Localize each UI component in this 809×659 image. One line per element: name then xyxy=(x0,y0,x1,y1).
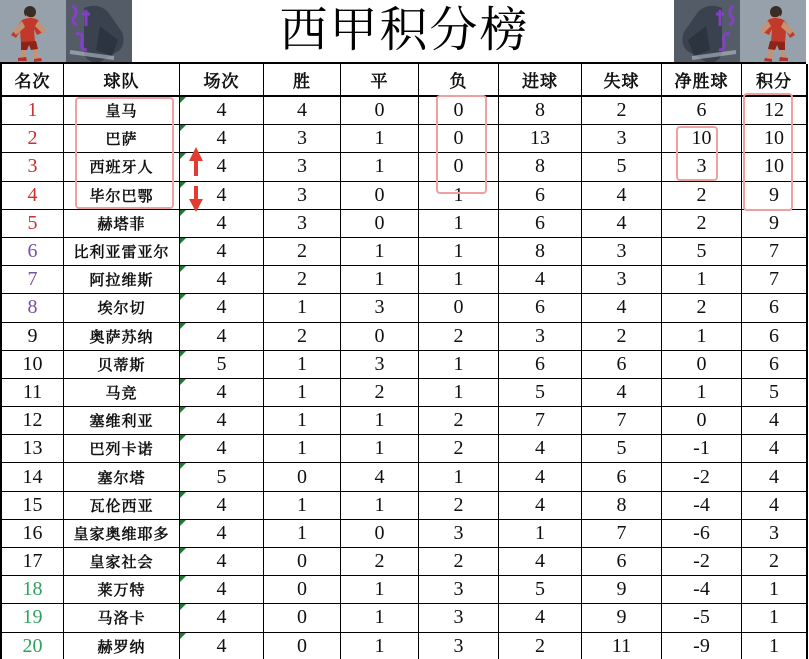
column-header-8: 净胜球 xyxy=(662,64,742,97)
stat-cell: 4 xyxy=(180,379,264,407)
rank-cell: 18 xyxy=(2,576,64,604)
stat-cell: 0 xyxy=(341,182,419,210)
stat-cell: 4 xyxy=(180,238,264,266)
stat-cell: 1 xyxy=(264,379,341,407)
comment-marker-icon xyxy=(180,633,186,639)
stat-cell: 4 xyxy=(742,492,808,520)
stat-cell: 1 xyxy=(419,379,499,407)
stat-cell: 3 xyxy=(264,125,341,153)
comment-marker-icon xyxy=(180,125,186,131)
stat-cell: 2 xyxy=(341,548,419,576)
stat-cell: 3 xyxy=(582,266,662,294)
comment-marker-icon xyxy=(180,294,186,300)
stat-cell: -2 xyxy=(662,548,742,576)
stat-cell: 9 xyxy=(742,210,808,238)
stat-cell: 1 xyxy=(341,125,419,153)
stat-cell: 2 xyxy=(662,210,742,238)
stat-cell: 1 xyxy=(742,604,808,632)
stat-cell: 1 xyxy=(662,266,742,294)
stat-cell: 9 xyxy=(582,576,662,604)
stat-cell: 1 xyxy=(742,576,808,604)
stat-cell: 1 xyxy=(264,520,341,548)
standings-table xyxy=(0,62,806,659)
stat-cell: 6 xyxy=(742,294,808,322)
stat-cell: 1 xyxy=(419,210,499,238)
stat-cell: 4 xyxy=(180,97,264,125)
team-name-cell: 贝蒂斯 xyxy=(64,351,180,379)
comment-marker-icon xyxy=(180,97,186,103)
stat-cell: 1 xyxy=(341,604,419,632)
column-header-9: 积分 xyxy=(742,64,808,97)
team-name-cell: 巴萨 xyxy=(64,125,180,153)
stat-cell: -1 xyxy=(662,435,742,463)
stat-cell: 2 xyxy=(264,238,341,266)
column-header-5: 负 xyxy=(419,64,499,97)
stat-cell: 12 xyxy=(742,97,808,125)
team-name-cell: 西班牙人 xyxy=(64,153,180,181)
stat-cell: 1 xyxy=(341,238,419,266)
stat-cell: 0 xyxy=(419,294,499,322)
comment-marker-icon xyxy=(180,323,186,329)
comment-marker-icon xyxy=(180,210,186,216)
stat-cell: 2 xyxy=(341,379,419,407)
stat-cell: 1 xyxy=(662,323,742,351)
stat-cell: 4 xyxy=(582,182,662,210)
stat-cell: 8 xyxy=(582,492,662,520)
stat-cell: 4 xyxy=(499,266,582,294)
player-artwork-left xyxy=(0,0,132,62)
rank-cell: 10 xyxy=(2,351,64,379)
stat-cell: 4 xyxy=(180,210,264,238)
stat-cell: 7 xyxy=(582,407,662,435)
stat-cell: 10 xyxy=(742,125,808,153)
stat-cell: 3 xyxy=(582,238,662,266)
stat-cell: 5 xyxy=(499,576,582,604)
rank-cell: 17 xyxy=(2,548,64,576)
stat-cell: 4 xyxy=(742,435,808,463)
stat-cell: 3 xyxy=(264,210,341,238)
comment-marker-icon xyxy=(180,379,186,385)
stat-cell: 3 xyxy=(419,576,499,604)
stat-cell: 3 xyxy=(419,604,499,632)
stat-cell: 4 xyxy=(180,435,264,463)
stat-cell: 1 xyxy=(499,520,582,548)
rank-cell: 3 xyxy=(2,153,64,181)
stat-cell: 5 xyxy=(499,379,582,407)
team-name-cell: 阿拉维斯 xyxy=(64,266,180,294)
stat-cell: 2 xyxy=(419,492,499,520)
stat-cell: 0 xyxy=(419,153,499,181)
stat-cell: 4 xyxy=(341,463,419,491)
stat-cell: -9 xyxy=(662,633,742,659)
stat-cell: 7 xyxy=(582,520,662,548)
rank-cell: 20 xyxy=(2,633,64,659)
rank-cell: 15 xyxy=(2,492,64,520)
stat-cell: 2 xyxy=(264,323,341,351)
stat-cell: 4 xyxy=(180,294,264,322)
comment-marker-icon xyxy=(180,492,186,498)
stat-cell: 4 xyxy=(499,604,582,632)
stat-cell: -6 xyxy=(662,520,742,548)
stat-cell: 7 xyxy=(742,266,808,294)
stat-cell: 1 xyxy=(419,351,499,379)
stat-cell: 6 xyxy=(742,351,808,379)
stat-cell: 4 xyxy=(180,548,264,576)
stat-cell: 0 xyxy=(264,604,341,632)
rank-cell: 2 xyxy=(2,125,64,153)
stat-cell: 3 xyxy=(419,520,499,548)
stat-cell: 2 xyxy=(662,182,742,210)
stat-cell: 5 xyxy=(582,153,662,181)
stat-cell: 4 xyxy=(180,520,264,548)
rank-cell: 13 xyxy=(2,435,64,463)
stat-cell: 0 xyxy=(264,576,341,604)
comment-marker-icon xyxy=(180,266,186,272)
team-name-cell: 皇家奥维耶多 xyxy=(64,520,180,548)
stat-cell: 8 xyxy=(499,238,582,266)
stat-cell: -4 xyxy=(662,492,742,520)
stat-cell: 1 xyxy=(264,492,341,520)
stat-cell: 1 xyxy=(264,435,341,463)
column-header-6: 进球 xyxy=(499,64,582,97)
stat-cell: 0 xyxy=(264,463,341,491)
stat-cell: 4 xyxy=(180,182,264,210)
stat-cell: 0 xyxy=(662,407,742,435)
comment-marker-icon xyxy=(180,520,186,526)
stat-cell: 0 xyxy=(341,520,419,548)
stat-cell: 4 xyxy=(180,323,264,351)
stat-cell: 1 xyxy=(341,407,419,435)
comment-marker-icon xyxy=(180,548,186,554)
stat-cell: 0 xyxy=(264,548,341,576)
stat-cell: 4 xyxy=(499,548,582,576)
stat-cell: 0 xyxy=(419,125,499,153)
stat-cell: 6 xyxy=(662,97,742,125)
stat-cell: 0 xyxy=(341,97,419,125)
team-name-cell: 莱万特 xyxy=(64,576,180,604)
stat-cell: 6 xyxy=(582,548,662,576)
comment-marker-icon xyxy=(180,576,186,582)
team-name-cell: 皇家社会 xyxy=(64,548,180,576)
stat-cell: 7 xyxy=(499,407,582,435)
stat-cell: 6 xyxy=(499,182,582,210)
stat-cell: 3 xyxy=(499,323,582,351)
player-artwork-right xyxy=(674,0,806,62)
stat-cell: 6 xyxy=(742,323,808,351)
stat-cell: 4 xyxy=(742,407,808,435)
stat-cell: 4 xyxy=(582,210,662,238)
stat-cell: 4 xyxy=(499,492,582,520)
column-header-4: 平 xyxy=(341,64,419,97)
stat-cell: 3 xyxy=(419,633,499,659)
rank-cell: 9 xyxy=(2,323,64,351)
stat-cell: 8 xyxy=(499,97,582,125)
stat-cell: 5 xyxy=(582,435,662,463)
stat-cell: 6 xyxy=(499,210,582,238)
team-name-cell: 比利亚雷亚尔 xyxy=(64,238,180,266)
rank-cell: 1 xyxy=(2,97,64,125)
stat-cell: 7 xyxy=(742,238,808,266)
stat-cell: 1 xyxy=(264,407,341,435)
comment-marker-icon xyxy=(180,153,186,159)
stat-cell: 3 xyxy=(662,153,742,181)
player-illustration-icon xyxy=(674,0,806,62)
comment-marker-icon xyxy=(180,407,186,413)
stat-cell: 6 xyxy=(499,294,582,322)
stat-cell: 3 xyxy=(264,153,341,181)
stat-cell: 1 xyxy=(341,633,419,659)
stat-cell: 5 xyxy=(180,351,264,379)
team-name-cell: 瓦伦西亚 xyxy=(64,492,180,520)
rank-cell: 4 xyxy=(2,182,64,210)
stat-cell: 0 xyxy=(662,351,742,379)
team-name-cell: 皇马 xyxy=(64,97,180,125)
stat-cell: 8 xyxy=(499,153,582,181)
stat-cell: -2 xyxy=(662,463,742,491)
team-name-cell: 塞尔塔 xyxy=(64,463,180,491)
stat-cell: 9 xyxy=(742,182,808,210)
stat-cell: 0 xyxy=(264,633,341,659)
stat-cell: 0 xyxy=(419,97,499,125)
rank-cell: 12 xyxy=(2,407,64,435)
stat-cell: -5 xyxy=(662,604,742,632)
rank-cell: 11 xyxy=(2,379,64,407)
stat-cell: 4 xyxy=(742,463,808,491)
stat-cell: 4 xyxy=(180,633,264,659)
stat-cell: 4 xyxy=(499,435,582,463)
stat-cell: 13 xyxy=(499,125,582,153)
stat-cell: 6 xyxy=(582,463,662,491)
stat-cell: 6 xyxy=(499,351,582,379)
team-name-cell: 埃尔切 xyxy=(64,294,180,322)
comment-marker-icon xyxy=(180,463,186,469)
stat-cell: 3 xyxy=(582,125,662,153)
player-illustration-icon xyxy=(0,0,132,62)
page-title: 西甲积分榜 xyxy=(279,4,530,57)
column-header-3: 胜 xyxy=(264,64,341,97)
title-band xyxy=(0,0,809,62)
stat-cell: 1 xyxy=(419,238,499,266)
team-name-cell: 巴列卡诺 xyxy=(64,435,180,463)
stat-cell: 4 xyxy=(180,407,264,435)
stat-cell: 4 xyxy=(180,576,264,604)
stat-cell: 2 xyxy=(419,548,499,576)
stat-cell: 1 xyxy=(341,576,419,604)
rank-cell: 6 xyxy=(2,238,64,266)
stat-cell: 1 xyxy=(419,463,499,491)
stat-cell: 10 xyxy=(742,153,808,181)
stat-cell: 4 xyxy=(180,153,264,181)
team-name-cell: 赫塔菲 xyxy=(64,210,180,238)
stat-cell: 9 xyxy=(582,604,662,632)
stat-cell: 2 xyxy=(742,548,808,576)
stat-cell: 3 xyxy=(341,351,419,379)
stat-cell: 3 xyxy=(742,520,808,548)
team-name-cell: 塞维利亚 xyxy=(64,407,180,435)
stat-cell: 1 xyxy=(341,153,419,181)
rank-cell: 8 xyxy=(2,294,64,322)
team-name-cell: 马洛卡 xyxy=(64,604,180,632)
stat-cell: 5 xyxy=(180,463,264,491)
stat-cell: 2 xyxy=(582,323,662,351)
stat-cell: -4 xyxy=(662,576,742,604)
rank-cell: 16 xyxy=(2,520,64,548)
stat-cell: 5 xyxy=(742,379,808,407)
stat-cell: 2 xyxy=(264,266,341,294)
stat-cell: 6 xyxy=(582,351,662,379)
stat-cell: 4 xyxy=(180,604,264,632)
column-header-7: 失球 xyxy=(582,64,662,97)
stat-cell: 3 xyxy=(341,294,419,322)
comment-marker-icon xyxy=(180,182,186,188)
stat-cell: 5 xyxy=(662,238,742,266)
stat-cell: 4 xyxy=(180,266,264,294)
team-name-cell: 奥萨苏纳 xyxy=(64,323,180,351)
comment-marker-icon xyxy=(180,238,186,244)
stat-cell: 1 xyxy=(341,435,419,463)
rank-cell: 5 xyxy=(2,210,64,238)
comment-marker-icon xyxy=(180,604,186,610)
stat-cell: 4 xyxy=(582,294,662,322)
stat-cell: 3 xyxy=(264,182,341,210)
stat-cell: 4 xyxy=(264,97,341,125)
stat-cell: 2 xyxy=(419,435,499,463)
stat-cell: 11 xyxy=(582,633,662,659)
rank-cell: 7 xyxy=(2,266,64,294)
stat-cell: 0 xyxy=(341,323,419,351)
stat-cell: 1 xyxy=(419,266,499,294)
stat-cell: 0 xyxy=(341,210,419,238)
comment-marker-icon xyxy=(180,351,186,357)
rank-cell: 14 xyxy=(2,463,64,491)
stat-cell: 1 xyxy=(742,633,808,659)
stat-cell: 4 xyxy=(582,379,662,407)
column-header-0: 名次 xyxy=(2,64,64,97)
column-header-2: 场次 xyxy=(180,64,264,97)
stat-cell: 4 xyxy=(180,125,264,153)
team-name-cell: 毕尔巴鄂 xyxy=(64,182,180,210)
team-name-cell: 马竞 xyxy=(64,379,180,407)
stat-cell: 4 xyxy=(180,492,264,520)
stat-cell: 1 xyxy=(419,182,499,210)
comment-marker-icon xyxy=(180,435,186,441)
stat-cell: 10 xyxy=(662,125,742,153)
stat-cell: 2 xyxy=(499,633,582,659)
stat-cell: 1 xyxy=(341,266,419,294)
rank-cell: 19 xyxy=(2,604,64,632)
stat-cell: 2 xyxy=(582,97,662,125)
stat-cell: 1 xyxy=(341,492,419,520)
stat-cell: 2 xyxy=(662,294,742,322)
stat-cell: 1 xyxy=(264,351,341,379)
column-header-1: 球队 xyxy=(64,64,180,97)
stat-cell: 1 xyxy=(662,379,742,407)
stat-cell: 2 xyxy=(419,323,499,351)
team-name-cell: 赫罗纳 xyxy=(64,633,180,659)
stat-cell: 2 xyxy=(419,407,499,435)
stat-cell: 1 xyxy=(264,294,341,322)
stat-cell: 4 xyxy=(499,463,582,491)
